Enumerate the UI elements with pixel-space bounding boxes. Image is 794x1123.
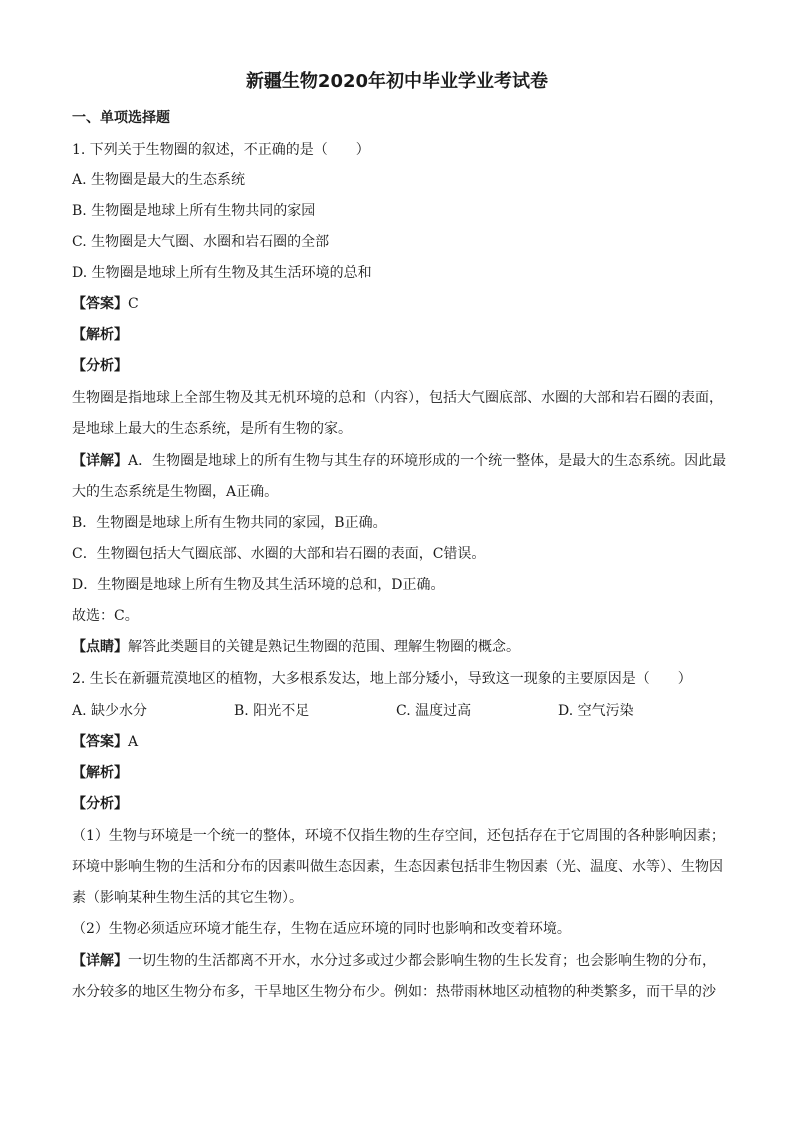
q1-conclusion: 故选：C。 bbox=[72, 608, 139, 624]
q1-detail-line-1 bbox=[72, 451, 726, 471]
q1-analysis-line-1: 生物圈是指地球上全部生物及其无机环境的总和（内容），包括大气圈底部、水圈的大部和岩石圈的表面， bbox=[72, 390, 723, 406]
q1-jiexi-tag: 【解析】 bbox=[72, 327, 128, 343]
section-heading: 一、单项选择题 bbox=[72, 110, 170, 126]
q2-option-b: B. 阳光不足 bbox=[234, 703, 310, 719]
q1-stem: 1. 下列关于生物圈的叙述，不正确的是（ ） bbox=[72, 142, 370, 158]
q1-detail-line-5: D．生物圈是地球上所有生物及其生活环境的总和，D正确。 bbox=[72, 577, 445, 593]
q2-analysis-line-4: （2）生物必须适应环境才能生存，生物在适应环境的同时也影响和改变着环境。 bbox=[72, 921, 571, 937]
q2-detail-line-1 bbox=[72, 951, 716, 971]
q2-analysis-line-3: 素（影响某种生物生活的其它生物）。 bbox=[72, 890, 303, 906]
q1-detail-line-4: C．生物圈包括大气圈底部、水圈的大部和岩石圈的表面，C错误。 bbox=[72, 546, 486, 562]
q1-answer bbox=[72, 294, 139, 314]
q1-detail-line-2: 大的生态系统是生物圈，A正确。 bbox=[72, 484, 279, 500]
q1-option-d: D. 生物圈是地球上所有生物及其生活环境的总和 bbox=[72, 265, 372, 281]
answer-value: A bbox=[128, 734, 139, 750]
q1-analysis-line-2: 是地球上最大的生态系统，是所有生物的家。 bbox=[72, 421, 352, 437]
detail-text: A．生物圈是地球上的所有生物与其生存的环境形成的一个统一整体，是最大的生态系统。因此最 bbox=[128, 453, 727, 469]
q2-option-d: D. 空气污染 bbox=[558, 703, 634, 719]
q2-option-c: C. 温度过高 bbox=[396, 703, 472, 719]
page-title: 新疆生物2020年初中毕业学业考试卷 bbox=[245, 71, 549, 92]
q1-detail-line-3: B．生物圈是地球上所有生物共同的家园，B正确。 bbox=[72, 515, 387, 531]
tip-tag: 【点睛】 bbox=[72, 639, 128, 655]
detail-text: 一切生物的生活都离不开水，水分过多或过少都会影响生物的生长发育；也会影响生物的分布， bbox=[128, 953, 716, 969]
answer-tag: 【答案】 bbox=[72, 296, 128, 312]
q2-option-a: A. 缺少水分 bbox=[72, 703, 148, 719]
q2-fenxi-tag: 【分析】 bbox=[72, 796, 128, 812]
q1-tip bbox=[72, 637, 520, 657]
q2-detail-line-2: 水分较多的地区生物分布多，干旱地区生物分布少。例如：热带雨林地区动植物的种类繁多，而干旱的沙 bbox=[72, 984, 716, 1000]
answer-value: C bbox=[128, 296, 139, 312]
q2-stem: 2. 生长在新疆荒漠地区的植物，大多根系发达，地上部分矮小，导致这一现象的主要原因是（ ） bbox=[72, 671, 692, 687]
tip-text: 解答此类题目的关键是熟记生物圈的范围、理解生物圈的概念。 bbox=[128, 639, 520, 655]
q1-option-a: A. 生物圈是最大的生态系统 bbox=[72, 172, 246, 188]
answer-tag: 【答案】 bbox=[72, 734, 128, 750]
q2-analysis-line-1: （1）生物与环境是一个统一的整体，环境不仅指生物的生存空间，还包括存在于它周围的各种影响因素； bbox=[72, 828, 725, 844]
detail-tag: 【详解】 bbox=[72, 453, 128, 469]
detail-tag: 【详解】 bbox=[72, 953, 128, 969]
q2-jiexi-tag: 【解析】 bbox=[72, 765, 128, 781]
q2-analysis-line-2: 环境中影响生物的生活和分布的因素叫做生态因素，生态因素包括非生物因素（光、温度、水等）、生物因 bbox=[72, 859, 723, 875]
q1-fenxi-tag: 【分析】 bbox=[72, 358, 128, 374]
q1-option-b: B. 生物圈是地球上所有生物共同的家园 bbox=[72, 203, 316, 219]
q1-option-c: C. 生物圈是大气圈、水圈和岩石圈的全部 bbox=[72, 234, 330, 250]
q2-answer bbox=[72, 732, 138, 752]
